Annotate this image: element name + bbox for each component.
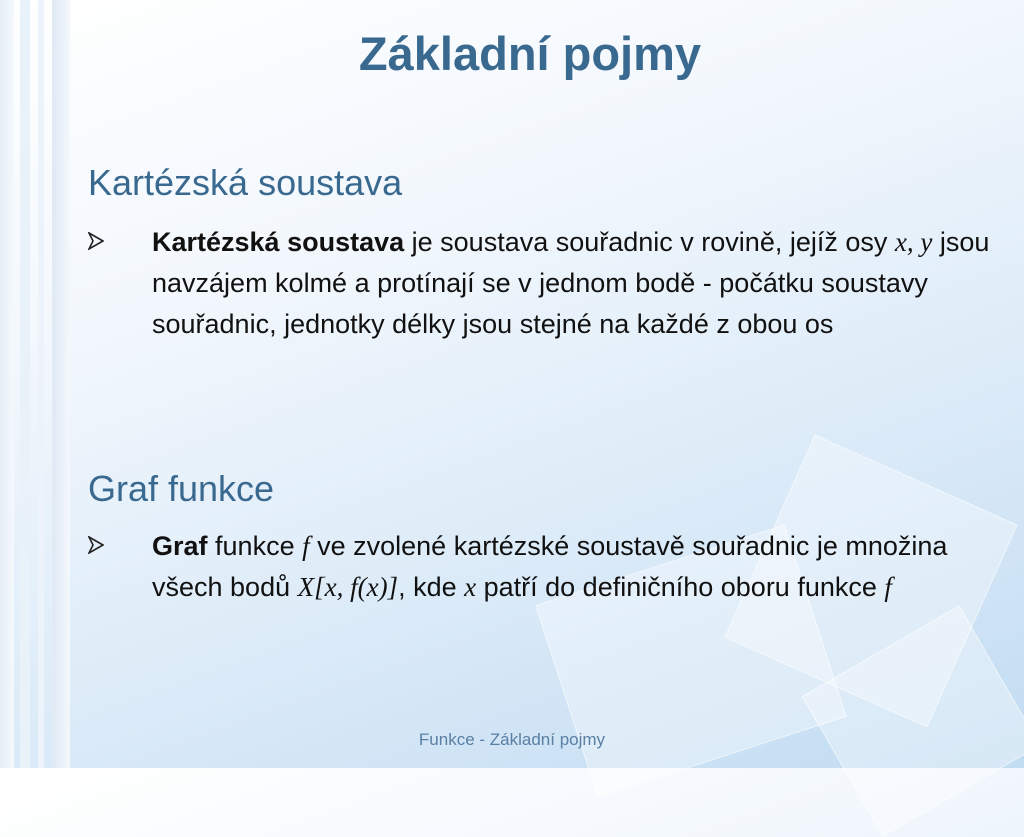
math-f: f bbox=[302, 531, 310, 561]
section-heading-cartesian: Kartézská soustava bbox=[88, 162, 403, 203]
slide-footer: Funkce - Základní pojmy bbox=[418, 730, 606, 749]
math-x: x bbox=[464, 572, 477, 602]
math-f: f bbox=[884, 572, 892, 602]
text-part: jsou navzájem kolmé a protínají se v jednom bodě - počátku soustavy souřadnic, jednotky délky jsou stejné na každé z obou os bbox=[152, 227, 990, 339]
text-part: funkce bbox=[207, 531, 303, 561]
term: Graf bbox=[152, 531, 208, 561]
term: Kartézská soustava bbox=[152, 227, 405, 257]
decorative-stripe bbox=[0, 0, 14, 768]
text-part: , kde bbox=[398, 572, 465, 602]
arrowhead-bullet-icon bbox=[88, 526, 152, 608]
decorative-stripe bbox=[20, 0, 30, 768]
math-point: X[x, f(x)] bbox=[297, 572, 399, 602]
slide-title: Základní pojmy bbox=[358, 27, 702, 80]
bullet-text bbox=[152, 222, 998, 345]
bullet-graph bbox=[88, 526, 998, 608]
text-part: ve zvolené kartézské soustavě souřadnic je množina všech bodů bbox=[152, 531, 948, 602]
bullet-cartesian bbox=[88, 222, 998, 345]
bullet-text bbox=[152, 526, 998, 608]
math-axes: x, y bbox=[894, 227, 933, 257]
text-part: patří do definičního oboru funkce bbox=[476, 572, 885, 602]
decorative-stripe bbox=[38, 0, 44, 768]
arrowhead-bullet-icon bbox=[88, 222, 152, 345]
section-heading-graph: Graf funkce bbox=[88, 468, 275, 509]
text-part: je soustava souřadnic v rovině, jejíž osy bbox=[404, 227, 895, 257]
decorative-stripe bbox=[52, 0, 70, 768]
